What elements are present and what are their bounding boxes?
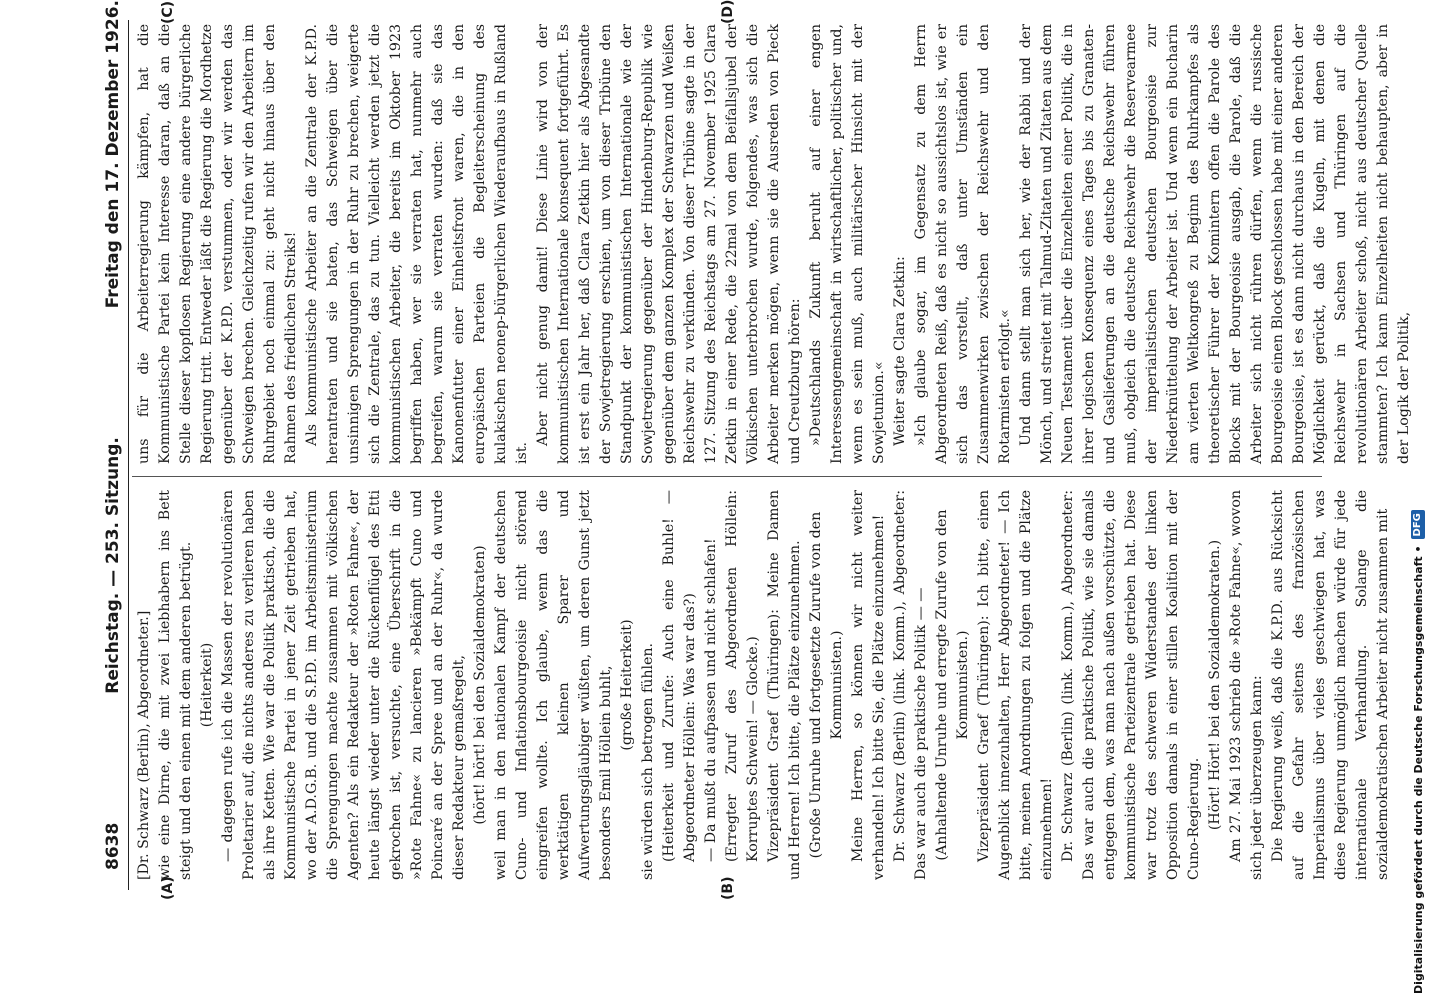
session-title: Reichstag. — 253. Sitzung.: [103, 437, 123, 694]
quotation: Die Regierung weiß, daß die K.P.D. aus Rücksicht auf die Gefahr seitens des französischen Imperialismus über vieles geschwiegen hat, was diese Regierung unmöglich machen würde für jede internationale Verhandlung. Solange die sozialdemokratischen Arbeiter nicht zusammen mit: [1270, 490, 1391, 880]
session-date: Freitag den 17. Dezember 1926.: [103, 0, 123, 309]
column-divider: [132, 476, 1322, 477]
quotation: »Deutschlands Zukunft beruht auf einer engen Interessengemeinschaft in wirtschaftlicher, politischer und, wenn es sein muß, auch militärischer Hinsicht mit der Sowjetunion.«: [808, 24, 887, 464]
page-header: [100, 0, 126, 870]
paragraph: Dr. Schwarz (Berlin) (link. Komm.), Abgeordneter: Das war auch die praktische Politik — —: [892, 490, 929, 880]
digitization-stamp: [1408, 6, 1428, 994]
interjection: (Heiterkeit und Zurufe: Auch eine Buhle! — Abgeordneter Höllein: Was war das?): [661, 490, 698, 862]
header-rule: [128, 20, 129, 890]
paragraph: Weiter sagte Clara Zetkin:: [892, 256, 908, 446]
paragraph: weil man in den nationalen Kampf der deutschen Cuno- und Inflationsbourgeoisie nicht störend eingreifen wollte. Ich glaube, wenn das die werktätigen kleinen Sparer und Aufwertungsgläubiger wüßten, um deren Gunst jetzt besonders Emil Höllein buhlt,: [493, 490, 614, 880]
interjection: (Große Unruhe und fortgesetzte Zurufe von den Kommunisten.): [808, 511, 845, 859]
paragraph: Dr. Schwarz (Berlin) (link. Komm.), Abgeordneter: Das war auch die praktische Politik, wie sie damals entgegen dem, was man nach außen vorschützte, die kommunistische Parteizentrale getrieben hat. Diese war trotz des schweren Widerstandes der linken Opposition damals in einer stillen Koalition mit der Cuno-Regierung.: [1060, 490, 1202, 880]
paragraph: Vizepräsident Graef (Thüringen): Ich bitte, einen Augenblick innezuhalten, Herr Abgeordneter! — Ich bitte, meinen Anordnungen zu folgen und die Plätze einzunehmen!: [976, 490, 1055, 880]
interjection: (Heiterkeit): [199, 642, 215, 728]
stamp-text: Digitalisierung gefördert durch die Deutsche Forschungsgemeinschaft •: [1411, 545, 1425, 994]
paragraph: sie würden sich betrogen fühlen.: [640, 642, 656, 880]
interjection: (Erregter Zuruf des Abgeordneten Höllein: Korruptes Schwein! — Glocke.): [724, 490, 761, 862]
paragraph: Als kommunistische Arbeiter an die Zentrale der K.P.D. herantraten und sie baten, das Schweigen über die unsinnigen Sprengungen in der Ruhr zu brechen, weigerte sich die Zentrale, das zu tun. Vielleicht werden jetzt die kommunistischen Arbeiter, die bereits im Oktober 1923 begriffen haben, wer sie verraten hat, nunmehr auch begreifen, warum sie verraten wurden: daß sie das Kanonenfutter einer Einheitsfront waren, die in den europäischen Parteien die Begleiterscheinung des kulakischen neonep-bürgerlichen Wiederaufbaus in Rußland ist.: [304, 24, 530, 464]
interjection: (hört! hört! bei den Sozialdemokraten): [472, 545, 488, 825]
paragraph: Am 27. Mai 1923 schrieb die »Rote Fahne«, wovon sich jeder überzeugen kann:: [1228, 490, 1265, 880]
paragraph: wie eine Dirne, die mit zwei Liebhabern ins Bett steigt und den einen mit dem anderen betrügt.: [157, 490, 194, 880]
paragraph: Vizepräsident Graef (Thüringen): Meine Damen und Herren! Ich bitte, die Plätze einzunehmen.: [766, 490, 803, 880]
margin-marker-d: (D): [720, 0, 736, 24]
interjection: (große Heiterkeit): [619, 619, 635, 751]
speaker-bracket: [Dr. Schwarz (Berlin), Abgeordneter.]: [136, 610, 152, 880]
margin-marker-a: (A): [160, 876, 176, 900]
left-column: [134, 490, 1394, 880]
right-column: [134, 24, 1415, 464]
paragraph: — dagegen rufe ich die Massen der revolutionären Proletarier auf, die nichts anderes zu verlieren haben als ihre Ketten. Wie war die Politik praktisch, die die Kommunistische Partei in jener Zeit getrieben hat, wo der A.D.G.B. und die S.P.D. im Arbeitsministerium die Sprengungen machte zusammen mit völkischen Agenten? Als ein Redakteur der »Roten Fahne«, der heute längst wieder unter die Rückenflügel des Etti gekrochen ist, versuchte, eine Überschrift in die »Rote Fahne« zu lancieren »Bekämpft Cuno und Poincaré an der Spree und an der Ruhr«, da wurde dieser Redakteur gemaßregelt,: [220, 490, 467, 880]
interjection: (Hört! Hört! bei den Sozialdemokraten.): [1207, 539, 1223, 831]
margin-marker-c: (C): [160, 0, 176, 24]
paragraph: uns für die Arbeiterregierung kämpfen, hat die Kommunistische Partei kein Interesse daran, daß an die Stelle dieser kopflosen Regierung eine andere bürgerliche Regierung tritt. Entweder läßt die Regierung die Mordhetze gegenüber der K.P.D. verstummen, oder wir werden das Schweigen brechen. Gleichzeitig rufen wir den Arbeitern im Ruhrgebiet noch einmal zu: geht nicht hinaus über den Rahmen des friedlichen Streiks!: [136, 24, 299, 464]
dfg-logo: DFG: [1411, 510, 1425, 539]
paragraph: Und dann stellt man sich her, wie der Rabbi und der Mönch, und streitet mit Talmud-Zitaten und Zitaten aus dem Neuen Testament über die Einzelheiten einer Politik, die in ihrer logischen Konsequenz eines Tages bis zu Granaten- und Gaslieferungen an die deutsche Reichswehr führen muß, obgleich die deutsche Reichswehr die Reservearmee der imperialistischen deutschen Bourgeoisie zur Niederknüttelung der Arbeiter ist. Und wenn ein Bucharin am vierten Weltkongreß zu Beginn des Ruhrkampfes als theoretischer Führer der Komintern offen die Parole des Blocks mit der Bourgeoisie ausgab, die Parole, daß die Arbeiter sich nicht rühren dürfen, wenn die russische Bourgeoisie einen Block geschlossen habe mit einer anderen Bourgeoisie, ist es dann nicht durchaus in den Bereich der Möglichkeit gerückt, daß die Kugeln, mit denen die Reichswehr in Sachsen und Thüringen auf die revolutionären Arbeiter schoß, nicht aus deutscher Quelle stammten? Ich kann Einzelheiten nicht behaupten, aber in der Logik der Politik,: [1018, 24, 1412, 464]
page-number: 8638: [103, 822, 123, 870]
paragraph: Meine Herren, so können wir nicht weiter verhandeln! Ich bitte Sie, die Plätze einzunehmen!: [850, 490, 887, 880]
interjection: (Anhaltende Unruhe und erregte Zurufe von den Kommunisten.): [934, 509, 971, 861]
paragraph: Aber nicht genug damit! Diese Linie wird von der kommunistischen Internationale konsequent fortgeführt. Es ist erst ein Jahr her, daß Clara Zetkin hier als Abgesandte der Sowjetregierung erschien, um von dieser Tribüne den Standpunkt der kommunistischen Internationale wie der Sowjetregierung gegenüber der Hindenburg-Republik wie gegenüber dem ganzen Komplex der Schwarzen und Weißen Reichswehr zu verkünden. Von dieser Tribüne sagte in der 127. Sitzung des Reichstags am 27. November 1925 Clara Zetkin in einer Rede, die 22mal von dem Beifallsjubel der Völkischen unterbrochen wurde, folgendes, was sich die Arbeiter merken mögen, wenn sie die Ausreden von Pieck und Creutzburg hören:: [535, 24, 803, 464]
quotation: »Ich glaube sogar, im Gegensatz zu dem Herrn Abgeordneten Reiß, daß es nicht so aussichtslos ist, wie er sich das vorstellt, daß unter Umständen ein Zusammenwirken zwischen der Reichswehr und den Rotarmisten erfolgt.«: [913, 24, 1013, 464]
paragraph: — Da mußt du aufpassen und nicht schlafen!: [703, 538, 719, 862]
margin-marker-b: (B): [720, 876, 736, 900]
